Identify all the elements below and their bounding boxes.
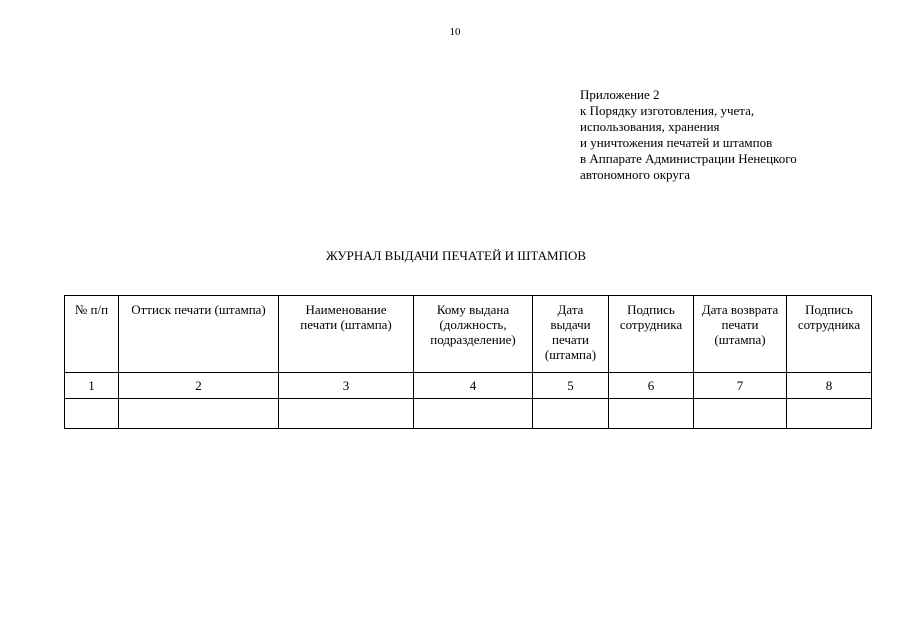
- header-line: печати (штампа): [300, 317, 392, 332]
- column-number-row: [65, 373, 872, 399]
- empty-cell: [609, 399, 694, 429]
- header-line: Наименование: [305, 302, 387, 317]
- document-title: ЖУРНАЛ ВЫДАЧИ ПЕЧАТЕЙ И ШТАМПОВ: [325, 248, 587, 263]
- column-number: 3: [279, 373, 414, 399]
- empty-cell: [533, 399, 609, 429]
- appendix-line: автономного округа: [580, 167, 690, 182]
- column-number: 4: [414, 373, 533, 399]
- empty-entry-row: [65, 399, 872, 429]
- empty-cell: [694, 399, 787, 429]
- header-line: печати: [551, 332, 589, 347]
- appendix-line: и уничтожения печатей и штампов: [580, 135, 773, 150]
- empty-cell: [279, 399, 414, 429]
- column-number: 1: [65, 373, 119, 399]
- journal-table: [64, 295, 872, 429]
- header-line: сотрудника: [619, 317, 683, 332]
- header-line: Кому выдана: [436, 302, 510, 317]
- column-number: 7: [694, 373, 787, 399]
- header-line: № п/п: [74, 302, 109, 317]
- header-cell-issue-date: [533, 296, 609, 373]
- empty-cell: [414, 399, 533, 429]
- page-number: 10: [449, 26, 461, 38]
- empty-cell: [119, 399, 279, 429]
- header-line: подразделение): [430, 332, 516, 347]
- header-cell-seal-name: [279, 296, 414, 373]
- header-cell-employee-signature: [609, 296, 694, 373]
- header-line: выдачи: [550, 317, 591, 332]
- header-line: печати: [721, 317, 759, 332]
- header-cell-employee-signature-return: [787, 296, 872, 373]
- header-line: (штампа): [544, 347, 597, 362]
- appendix-line: к Порядку изготовления, учета,: [580, 103, 755, 118]
- appendix-line: в Аппарате Администрации Ненецкого: [580, 151, 797, 166]
- table-header-row: [65, 296, 872, 373]
- appendix-note: [580, 87, 797, 183]
- header-line: Дата возврата: [701, 302, 779, 317]
- header-line: Подпись: [627, 302, 675, 317]
- empty-cell: [787, 399, 872, 429]
- header-line: (должность,: [439, 317, 507, 332]
- header-line: (штампа): [714, 332, 766, 347]
- header-cell-seal-imprint: [119, 296, 279, 373]
- header-line: Оттиск печати (штампа): [131, 302, 266, 317]
- header-cell-issued-to: [414, 296, 533, 373]
- header-line: Подпись: [805, 302, 853, 317]
- header-line: сотрудника: [797, 317, 861, 332]
- header-line: Дата: [557, 302, 584, 317]
- appendix-line: использования, хранения: [580, 119, 720, 134]
- header-cell-number: [65, 296, 119, 373]
- column-number: 2: [119, 373, 279, 399]
- column-number: 8: [787, 373, 872, 399]
- empty-cell: [65, 399, 119, 429]
- appendix-line: Приложение 2: [580, 87, 660, 102]
- column-number: 6: [609, 373, 694, 399]
- header-cell-return-date: [694, 296, 787, 373]
- column-number: 5: [533, 373, 609, 399]
